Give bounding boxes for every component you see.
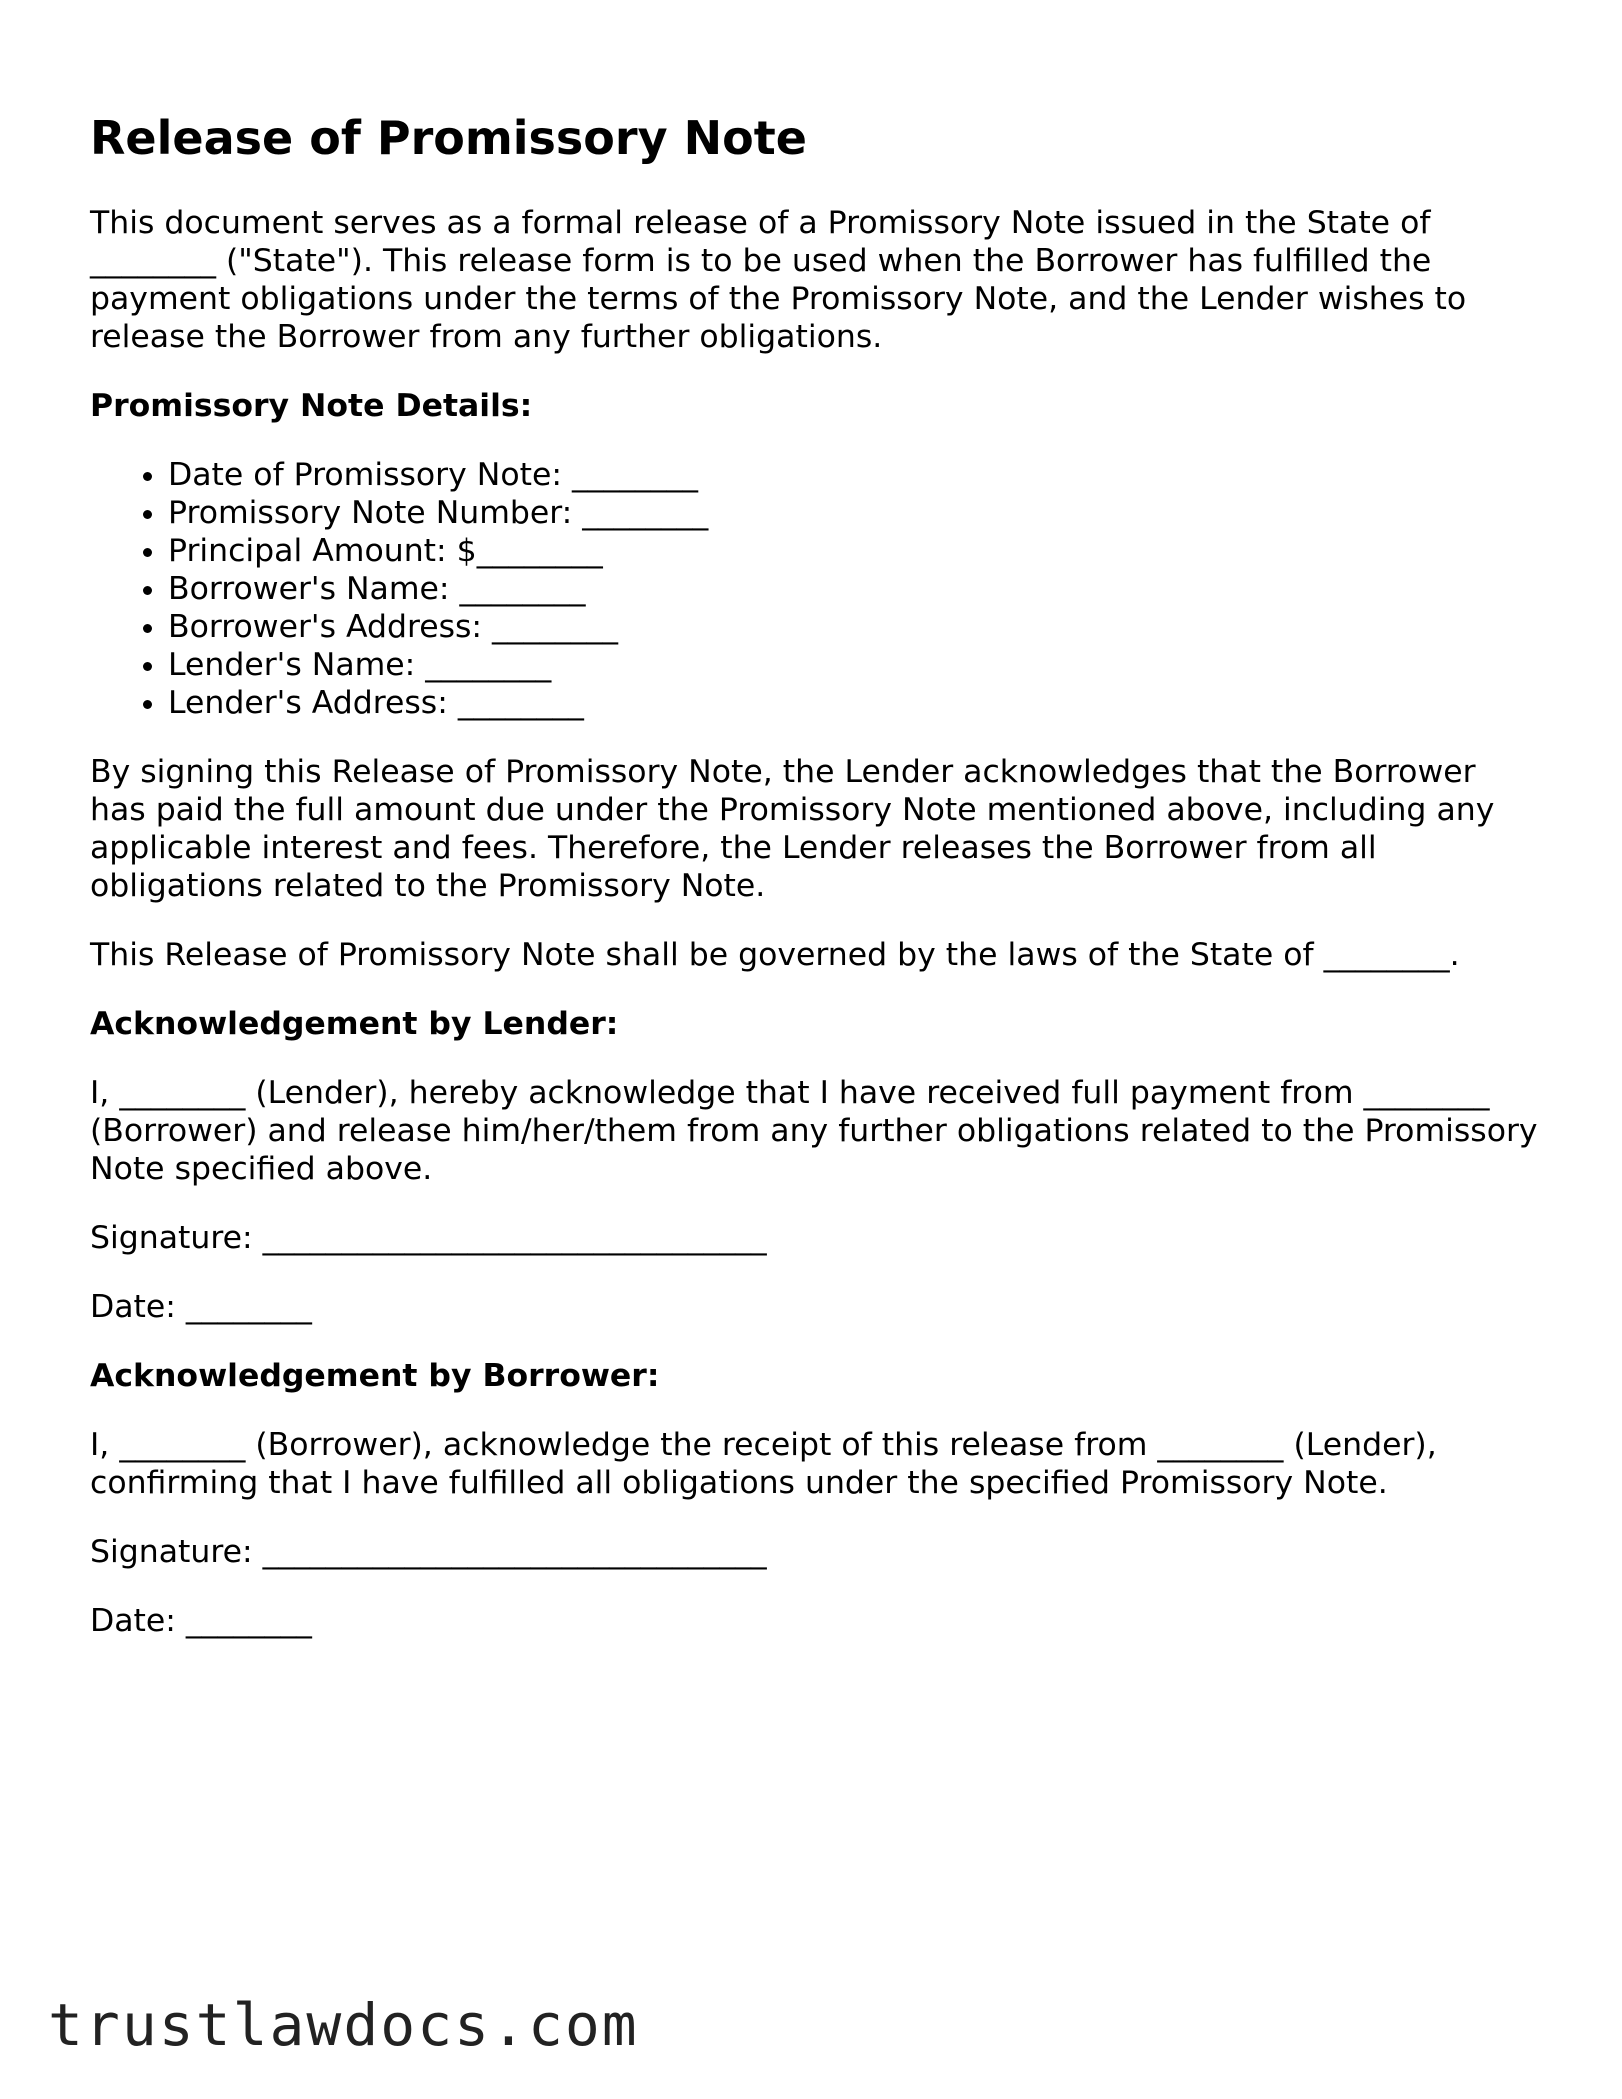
list-item: • Promissory Note Number: ________: [168, 494, 1540, 532]
borrower-ack-text: I, ________ (Borrower), acknowledge the receipt of this release from ________ (Lender), confirming that I have fulfilled all obligations under the specified Promissory Note.: [90, 1427, 1437, 1501]
list-item: • Borrower's Address: ________: [168, 608, 1540, 646]
lender-ack-text: I, ________ (Lender), hereby acknowledge that I have received full payment from ________ (Borrower) and release him/her/them from any further obligations related to the Promissory Note specified above.: [90, 1075, 1538, 1187]
release-paragraph: By signing this Release of Promissory Note, the Lender acknowledges that the Borrower has paid the full amount due under the Promissory Note mentioned above, including any applicable interest and fees. Therefore, the Lender releases the Borrower from all obligations related to the Promissory Note.: [90, 754, 1495, 904]
borrower-date-line: Date: ________: [90, 1603, 312, 1639]
lender-signature-line: Signature: ________________________________: [90, 1220, 767, 1256]
document-page: [90, 110, 1540, 1671]
details-list: [90, 456, 1540, 722]
borrower-signature-line: Signature: ________________________________: [90, 1534, 767, 1570]
list-item: • Lender's Address: ________: [168, 684, 1540, 722]
borrower-ack-heading: Acknowledgement by Borrower:: [90, 1358, 660, 1394]
details-heading: Promissory Note Details:: [90, 388, 533, 424]
governing-law-paragraph: This Release of Promissory Note shall be governed by the laws of the State of ________.: [90, 937, 1460, 973]
lender-date-line: Date: ________: [90, 1289, 312, 1325]
list-item: • Principal Amount: $________: [168, 532, 1540, 570]
footer-watermark: trustlawdocs.com: [48, 1991, 639, 2059]
intro-paragraph: This document serves as a formal release of a Promissory Note issued in the State of ________ ("State"). This release form is to be used when the Borrower has fulfilled the payment obligations under the terms of the Promissory Note, and the Lender wishes to release the Borrower from any further obligations.: [90, 205, 1467, 355]
list-item: • Lender's Name: ________: [168, 646, 1540, 684]
list-item: • Date of Promissory Note: ________: [168, 456, 1540, 494]
list-item: • Borrower's Name: ________: [168, 570, 1540, 608]
lender-ack-heading: Acknowledgement by Lender:: [90, 1006, 619, 1042]
document-title: Release of Promissory Note: [90, 111, 807, 165]
